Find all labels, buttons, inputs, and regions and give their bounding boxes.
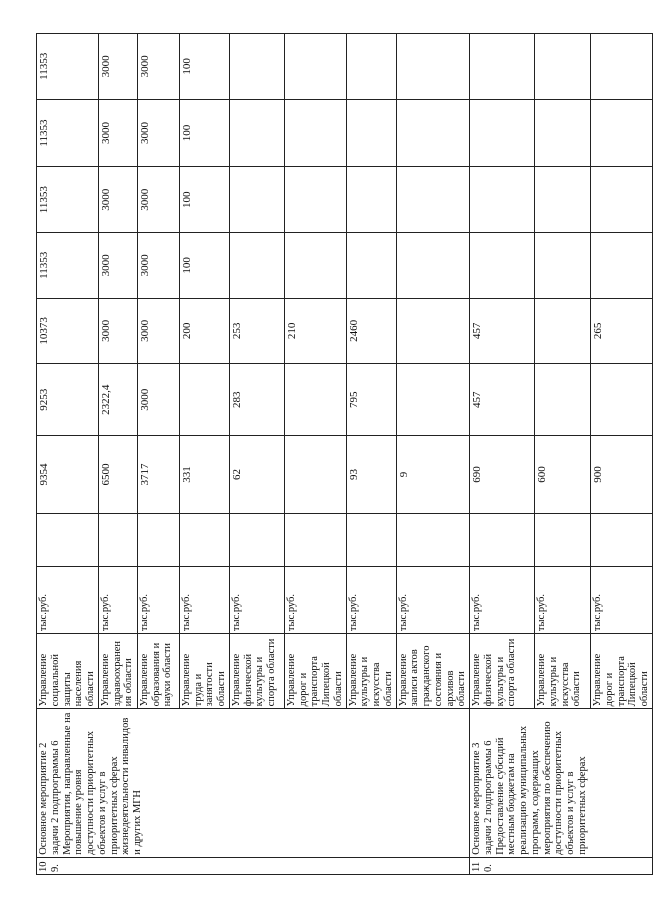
unit-cell: тыс.руб.	[470, 567, 535, 634]
unit-cell: тыс.руб.	[591, 567, 653, 634]
value-cell: 11353	[37, 34, 99, 100]
row-index: 109.	[37, 857, 470, 874]
value-cell	[470, 34, 535, 100]
executor-cell: Управление образования и науки области	[137, 634, 179, 709]
value-cell: 2460	[346, 298, 396, 364]
value-cell	[591, 233, 653, 299]
value-cell: 62	[229, 436, 284, 513]
value-cell	[396, 34, 470, 100]
value-cell	[229, 233, 284, 299]
value-cell: 6500	[98, 436, 137, 513]
table-row	[470, 34, 535, 875]
value-cell	[535, 513, 591, 567]
value-cell	[179, 364, 229, 436]
value-cell	[98, 513, 137, 567]
value-cell	[284, 513, 346, 567]
value-cell: 10373	[37, 298, 99, 364]
value-cell	[284, 167, 346, 233]
unit-cell: тыс.руб.	[535, 567, 591, 634]
value-cell: 2322,4	[98, 364, 137, 436]
value-cell	[470, 99, 535, 167]
value-cell: 253	[229, 298, 284, 364]
value-cell	[179, 513, 229, 567]
executor-cell: Управление культуры и искусства области	[535, 634, 591, 709]
executor-cell: Управление физической культуры и спорта области	[470, 634, 535, 709]
executor-cell: Управление культуры и искусства области	[346, 634, 396, 709]
value-cell: 11353	[37, 233, 99, 299]
activity-description: Основное мероприятие 3 задачи 2 подпрограммы 6 Предоставление субсидий местным бюджетам на реализацию муниципальных программ, содержащих мероприятия по обеспечению доступности приоритетных объектов и услуг в приоритетных сферах	[470, 709, 653, 857]
table-row	[37, 34, 99, 875]
value-cell	[591, 513, 653, 567]
value-cell	[535, 167, 591, 233]
value-cell: 3000	[137, 364, 179, 436]
value-cell: 3000	[137, 233, 179, 299]
value-cell	[470, 167, 535, 233]
value-cell: 100	[179, 233, 229, 299]
value-cell	[137, 513, 179, 567]
value-cell: 457	[470, 364, 535, 436]
executor-cell: Управление записи актов гражданского состояния и архивов области	[396, 634, 470, 709]
value-cell	[591, 364, 653, 436]
unit-cell: тыс.руб.	[179, 567, 229, 634]
value-cell: 200	[179, 298, 229, 364]
value-cell	[396, 513, 470, 567]
value-cell	[284, 99, 346, 167]
value-cell	[37, 513, 99, 567]
value-cell	[396, 99, 470, 167]
unit-cell: тыс.руб.	[137, 567, 179, 634]
table-body	[37, 34, 653, 875]
value-cell	[229, 513, 284, 567]
unit-cell: тыс.руб.	[37, 567, 99, 634]
value-cell	[470, 513, 535, 567]
value-cell	[591, 99, 653, 167]
executor-cell: Управление дорог и транспорта Липецкой области	[591, 634, 653, 709]
unit-cell: тыс.руб.	[284, 567, 346, 634]
value-cell	[396, 298, 470, 364]
value-cell	[284, 436, 346, 513]
value-cell	[591, 167, 653, 233]
row-index: 110.	[470, 857, 653, 874]
value-cell: 3000	[98, 99, 137, 167]
value-cell: 9354	[37, 436, 99, 513]
executor-cell: Управление здравоохранения области	[98, 634, 137, 709]
value-cell: 9253	[37, 364, 99, 436]
value-cell: 457	[470, 298, 535, 364]
value-cell	[535, 34, 591, 100]
value-cell: 11353	[37, 167, 99, 233]
value-cell	[346, 99, 396, 167]
value-cell: 690	[470, 436, 535, 513]
value-cell	[591, 34, 653, 100]
value-cell	[535, 99, 591, 167]
value-cell	[229, 167, 284, 233]
value-cell	[229, 34, 284, 100]
value-cell	[535, 364, 591, 436]
value-cell: 600	[535, 436, 591, 513]
value-cell: 3000	[98, 167, 137, 233]
value-cell: 3000	[98, 298, 137, 364]
value-cell	[346, 233, 396, 299]
value-cell: 100	[179, 34, 229, 100]
value-cell	[396, 233, 470, 299]
value-cell: 3000	[137, 34, 179, 100]
value-cell: 3000	[137, 99, 179, 167]
executor-cell: Управление дорог и транспорта Липецкой области	[284, 634, 346, 709]
unit-cell: тыс.руб.	[98, 567, 137, 634]
value-cell: 93	[346, 436, 396, 513]
unit-cell: тыс.руб.	[229, 567, 284, 634]
value-cell: 3000	[137, 167, 179, 233]
value-cell	[284, 34, 346, 100]
value-cell: 210	[284, 298, 346, 364]
value-cell: 3717	[137, 436, 179, 513]
activity-description: Основное мероприятие 2 задачи 2 подпрограммы 6 Мероприятия, направленные на повышение уровня доступности приоритетных объектов и услуг в приоритетных сферах жизнедеятельности инвалидов и других МГН	[37, 709, 470, 857]
value-cell: 9	[396, 436, 470, 513]
value-cell: 3000	[137, 298, 179, 364]
executor-cell: Управление физической культуры и спорта области	[229, 634, 284, 709]
executor-cell: Управление социальной защиты населения области	[37, 634, 99, 709]
value-cell	[535, 298, 591, 364]
unit-cell: тыс.руб.	[396, 567, 470, 634]
value-cell: 795	[346, 364, 396, 436]
value-cell	[470, 233, 535, 299]
value-cell: 100	[179, 99, 229, 167]
value-cell: 11353	[37, 99, 99, 167]
executor-cell: Управление труда и занятости области	[179, 634, 229, 709]
value-cell: 283	[229, 364, 284, 436]
value-cell: 265	[591, 298, 653, 364]
unit-cell: тыс.руб.	[346, 567, 396, 634]
value-cell: 331	[179, 436, 229, 513]
value-cell	[346, 34, 396, 100]
value-cell	[396, 364, 470, 436]
budget-table	[36, 33, 653, 875]
value-cell: 3000	[98, 233, 137, 299]
value-cell: 3000	[98, 34, 137, 100]
value-cell: 900	[591, 436, 653, 513]
value-cell	[346, 167, 396, 233]
value-cell	[284, 233, 346, 299]
value-cell	[284, 364, 346, 436]
value-cell	[535, 233, 591, 299]
value-cell	[346, 513, 396, 567]
value-cell	[396, 167, 470, 233]
value-cell: 100	[179, 167, 229, 233]
value-cell	[229, 99, 284, 167]
